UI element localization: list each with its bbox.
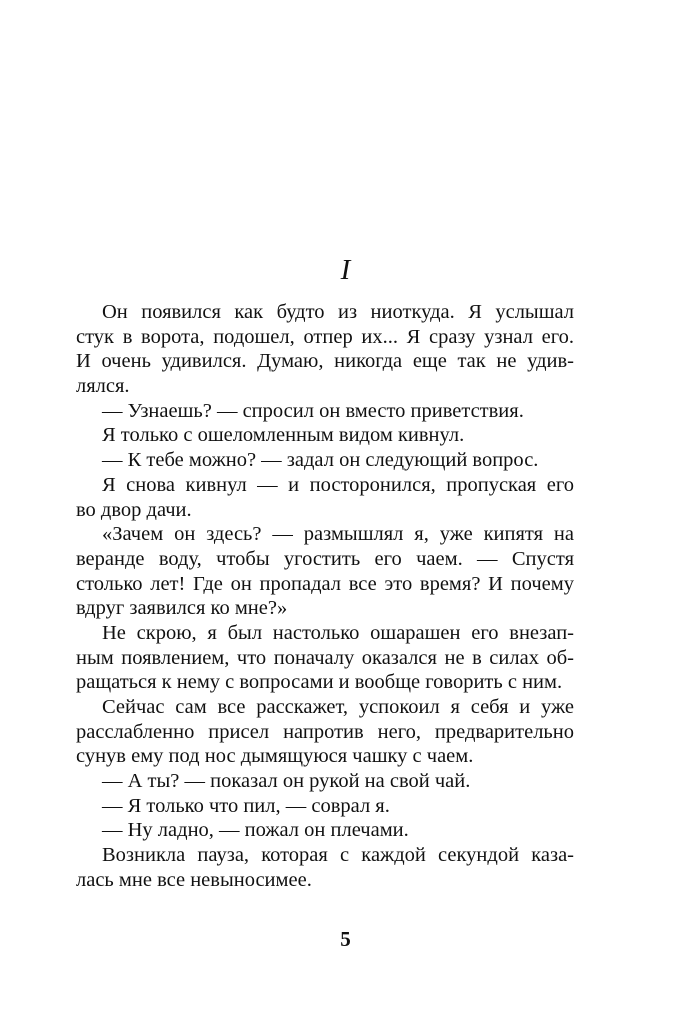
text-line: — Узнаешь? — спросил он вместо приветствия. (102, 399, 524, 422)
text-line: И очень удивился. Думаю, никогда еще так не удив- (76, 350, 574, 373)
paragraph (76, 769, 574, 794)
paragraph (76, 843, 574, 892)
text-line: столько лет! Где он пропадал все это время? И почему (76, 572, 574, 595)
text-line: Сейчас сам все расскажет, успокоил я себя и уже (102, 696, 574, 718)
text-line: стук в ворота, подошел, отпер их... Я сразу узнал его. (76, 325, 574, 348)
text-line: — Ну ладно, — пожал он плечами. (102, 819, 409, 842)
paragraph (76, 399, 574, 424)
paragraph (76, 818, 574, 843)
paragraph (76, 448, 574, 473)
paragraph (76, 522, 574, 621)
text-line: сунув ему под нос дымящуюся чашку с чаем. (76, 745, 474, 768)
paragraph (76, 300, 574, 399)
paragraph (76, 695, 574, 769)
chapter-title: I (340, 254, 351, 286)
text-line: «Зачем он здесь? — размышлял я, уже кипятя на (102, 523, 574, 546)
text-line: ращаться к нему с вопросами и вообще говорить с ним. (76, 671, 563, 694)
text-line: веранде воду, чтобы угостить его чаем. — Спустя (76, 547, 574, 570)
text-line: Возникла пауза, которая с каждой секундой каза- (102, 844, 574, 867)
paragraph (76, 423, 574, 448)
paragraph (76, 473, 574, 522)
text-line: Я только с ошеломленным видом кивнул. (102, 424, 465, 447)
text-line: лась мне все невыносимее. (76, 868, 312, 891)
text-line: Я снова кивнул — и посторонился, пропуская его (102, 473, 574, 496)
text-line: Не скрою, я был настолько ошарашен его внезап- (102, 621, 574, 644)
paragraph (76, 621, 574, 695)
body-text (76, 300, 574, 893)
text-line: расслабленно присел напротив него, предварительно (76, 720, 574, 743)
page-number: 5 (340, 927, 351, 951)
text-line: лялся. (76, 375, 130, 398)
paragraph (76, 794, 574, 819)
text-line: — А ты? — показал он рукой на свой чай. (102, 770, 471, 793)
text-line: — Я только что пил, — соврал я. (102, 794, 390, 817)
text-line: во двор дачи. (76, 498, 192, 521)
text-line: Он появился как будто из ниоткуда. Я услышал (102, 301, 574, 323)
text-line: вдруг заявился ко мне?» (76, 597, 288, 620)
text-line: ным появлением, что поначалу оказался не в силах об- (76, 646, 574, 669)
text-line: — К тебе можно? — задал он следующий вопрос. (102, 449, 539, 472)
